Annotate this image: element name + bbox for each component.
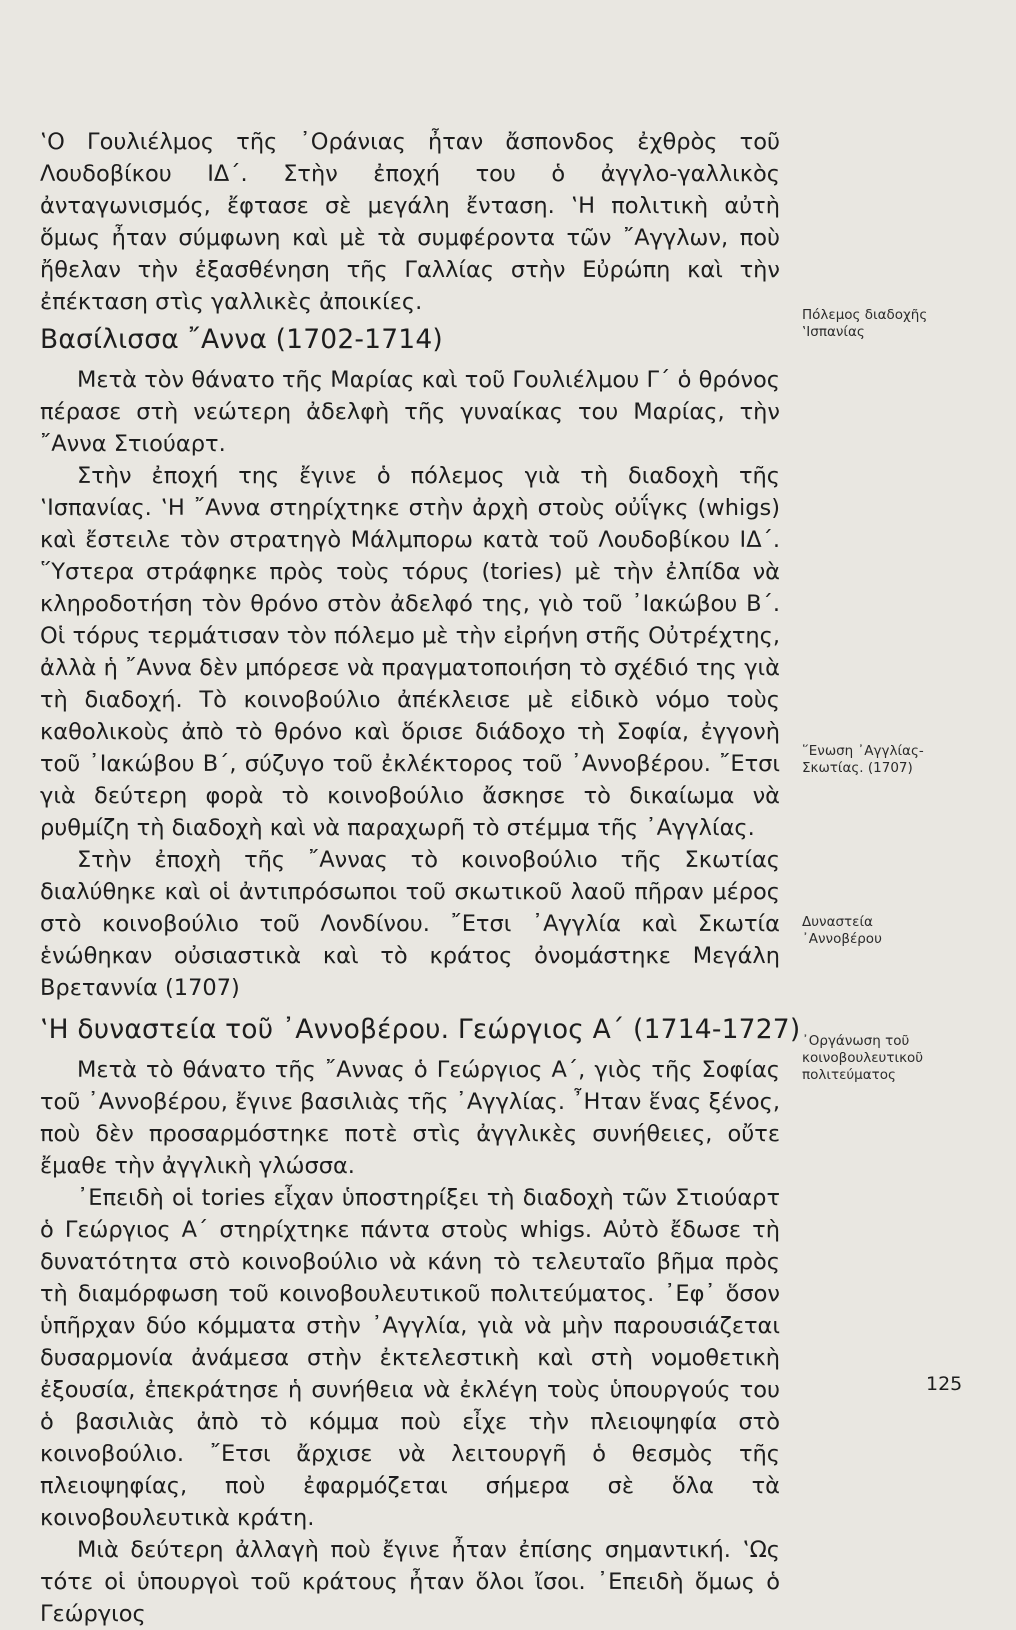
paragraph-union-scotland: Στὴν ἐποχὴ τῆς ῎Αννας τὸ κοινοβούλιο τῆς Σκωτίας διαλύθηκε καὶ οἱ ἀντιπρόσωποι τοῦ σκωτικοῦ λαοῦ πῆραν μέρος στὸ κοινοβούλιο τοῦ Λονδίνου. ῎Ετσι ᾿Αγγλία καὶ Σκωτία ἑνώθηκαν οὐσιαστικὰ καὶ τὸ κράτος ὀνομάστηκε Μεγάλη Βρεταννία (1707) (40, 847, 780, 1001)
page-number: 125 (926, 1373, 963, 1395)
paragraph-george-accession: Μετὰ τὸ θάνατο τῆς ῎Αννας ὁ Γεώργιος Α΄, γιὸς τῆς Σοφίας τοῦ ᾿Αννοβέρου, ἔγινε βασιλιὰς τῆς ᾿Αγγλίας. ῏Ηταν ἕνας ξένος, ποὺ δὲν προσαρμόστηκε ποτὲ στὶς ἀγγλικὲς συνήθειες, οὔτε ἔμαθε τὴν ἀγγλικὴ γλώσσα. (40, 1057, 780, 1179)
intro-paragraph: ‛Ο Γουλιέλμος τῆς ᾿Οράνιας ἦταν ἄσπονδος ἐχθρὸς τοῦ Λουδοβίκου ΙΔ΄. Στὴν ἐποχή του ὁ ἀγγλο-γαλλικὸς ἀνταγωνισμός, ἔφτασε σὲ μεγάλη ἔνταση. ‛Η πολιτικὴ αὐτὴ ὅμως ἦταν σύμφωνη καὶ μὲ τὰ συμφέροντα τῶν ῎Αγγλων, ποὺ ἤθελαν τὴν ἐξασθένηση τῆς Γαλλίας στὴν Εὐρώπη καὶ τὴν ἐπέκταση στὶς γαλλικὲς ἀποικίες. (40, 129, 780, 315)
margin-note-hanover: Δυναστεία ᾿Αννοβέρου (802, 914, 882, 947)
margin-note-parliamentary: ᾿Οργάνωση τοῦ κοινοβουλευτικοῦ πολιτεύματος (802, 1033, 924, 1083)
paragraph-spanish-war: Στὴν ἐποχή της ἔγινε ὁ πόλεμος γιὰ τὴ διαδοχὴ τῆς ‛Ισπανίας. ‛Η ῎Αννα στηρίχτηκε στὴν ἀρχὴ στοὺς οὐΐγκς (whigs) καὶ ἔστειλε τὸν στρατηγὸ Μάλμπορω κατὰ τοῦ Λουδοβίκου ΙΔ΄. ῞Υστερα στράφηκε πρὸς τοὺς τόρυς (tories) μὲ τὴν ἐλπίδα νὰ κληροδοτήση τὸν θρόνο στὸν ἀδελφό της, γιὸ τοῦ ᾿Ιακώβου Β΄. Οἱ τόρυς τερμάτισαν τὸν πόλεμο μὲ τὴν εἰρήνη στῆς Οὐτρέχτης, ἀλλὰ ἡ ῎Αννα δὲν μπόρεσε νὰ πραγματοποιήση τὸ σχέδιό της γιὰ τὴ διαδοχή. Τὸ κοινοβούλιο ἀπέκλεισε μὲ εἰδικὸ νόμο τοὺς καθολικοὺς ἀπὸ τὸ θρόνο καὶ ὅρισε διάδοχο τὴ Σοφία, ἐγγονὴ τοῦ ᾿Ιακώβου Β΄, σύζυγο τοῦ ἐκλέκτορος τοῦ ᾿Αννοβέρου. ῎Ετσι γιὰ δεύτερη φορὰ τὸ κοινοβούλιο ἄσκησε τὸ δικαίωμα νὰ ρυθμίζη τὴ διαδοχὴ καὶ νὰ παραχωρῆ τὸ στέμμα τῆς ᾿Αγγλίας. (40, 463, 780, 841)
paragraph-parliamentary-system: ᾿Επειδὴ οἱ tories εἶχαν ὑποστηρίξει τὴ διαδοχὴ τῶν Στιούαρτ ὁ Γεώργιος Α΄ στηρίχτηκε πάντα στοὺς whigs. Αὐτὸ ἔδωσε τὴ δυνατότητα στὸ κοινοβούλιο νὰ κάνη τὸ τελευταῖο βῆμα πρὸς τὴ διαμόρφωση τοῦ κοινοβουλευτικοῦ πολιτεύματος. ᾿Εφ᾿ ὅσον ὑπῆρχαν δύο κόμματα στὴν ᾿Αγγλία, γιὰ νὰ μὴν παρουσιάζεται δυσαρμονία ἀνάμεσα στὴν ἐκτελεστικὴ καὶ στὴ νομοθετικὴ ἐξουσία, ἐπεκράτησε ἡ συνήθεια νὰ ἐκλέγη τοὺς ὑπουργούς του ὁ βασιλιὰς ἀπὸ τὸ κόμμα ποὺ εἶχε τὴν πλειοψηφία στὸ κοινοβούλιο. ῎Ετσι ἄρχισε νὰ λειτουργῆ ὁ θεσμὸς τῆς πλειοψηφίας, ποὺ ἐφαρμόζεται σήμερα σὲ ὅλα τὰ κοινοβουλευτικὰ κράτη. (40, 1185, 780, 1531)
section-heading-anna: Βασίλισσα ῎Αννα (1702-1714) (40, 324, 443, 355)
paragraph-anna-succession: Μετὰ τὸν θάνατο τῆς Μαρίας καὶ τοῦ Γουλιέλμου Γ΄ ὁ θρόνος πέρασε στὴ νεώτερη ἀδελφὴ τῆς γυναίκας του Μαρίας, τὴν ῎Αννα Στιούαρτ. (40, 367, 780, 457)
main-text-column (40, 126, 801, 1630)
margin-note-union: ῞Ενωση ᾿Αγγλίας- Σκωτίας. (1707) (802, 743, 924, 776)
margin-note-spanish-succession: Πόλεμος διαδοχῆς ‛Ισπανίας (802, 307, 928, 340)
section-heading-hanover: ‛Η δυναστεία τοῦ ᾿Αννοβέρου. Γεώργιος Α΄ (1714-1727) (40, 1014, 801, 1045)
paragraph-ministers: Μιὰ δεύτερη ἀλλαγὴ ποὺ ἔγινε ἦταν ἐπίσης σημαντική. ‛Ως τότε οἱ ὑπουργοὶ τοῦ κράτους ἦταν ὅλοι ἴσοι. ᾿Επειδὴ ὅμως ὁ Γεώργιος (40, 1537, 780, 1627)
